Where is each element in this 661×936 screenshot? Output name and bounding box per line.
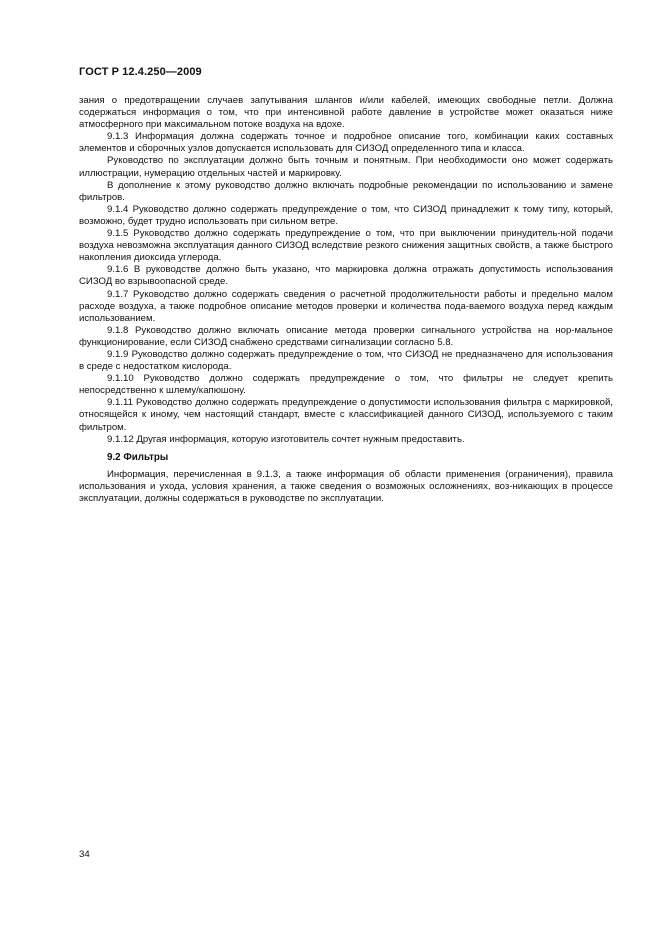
paragraph-manual-clarity: Руководство по эксплуатации должно быть точным и понятным. При необходимости оно может содержать иллюстрации, нумерацию отдельных частей и маркировку. <box>79 155 613 179</box>
paragraph-9-1-8: 9.1.8 Руководство должно включать описание метода проверки сигнального устройства на нор-мальное функционирование, если СИЗОД снабжено средствами сигнализации согласно 5.8. <box>79 324 613 348</box>
standard-header: ГОСТ Р 12.4.250—2009 <box>79 66 202 78</box>
paragraph-9-1-4: 9.1.4 Руководство должно содержать предупреждение о том, что СИЗОД принадлежит к тому типу, который, возможно, будет трудно использовать при сильном ветре. <box>79 203 613 227</box>
paragraph-9-2: Информация, перечисленная в 9.1.3, а также информация об области применения (ограничения), правила использования и ухода, условия хранения, а также сведения о возможных осложнениях, воз-никающих в процессе эксплуатации, должны содержаться в руководстве по эксплуатации. <box>79 468 613 504</box>
paragraph-9-1-3: 9.1.3 Информация должна содержать точное и подробное описание того, комбинации каких составных элементов и сборочных узлов допускается использовать для СИЗОД определенного типа и класса. <box>79 131 613 155</box>
document-body <box>79 95 613 505</box>
paragraph-9-1-12: 9.1.12 Другая информация, которую изготовитель сочтет нужным предоставить. <box>107 433 465 445</box>
paragraph-9-1-6: 9.1.6 В руководстве должно быть указано, что маркировка должна отражать допустимость использования СИЗОД во взрывоопасной среде. <box>79 264 613 288</box>
paragraph-9-1-9: 9.1.9 Руководство должно содержать предупреждение о том, что СИЗОД не предназначено для использования в среде с недостатком кислорода. <box>79 348 613 373</box>
paragraph-9-1-11: 9.1.11 Руководство должно содержать предупреждение о допустимости использования фильтра с маркировкой, относящейся к иному, чем настоящий стандарт, вместе с классификацией данного СИЗОД, используемого с таким фильтром. <box>79 397 613 433</box>
paragraph-filter-recommendations: В дополнение к этому руководство должно включать подробные рекомендации по использованию и замене фильтров. <box>79 179 613 203</box>
paragraph-continuation: зания о предотвращении случаев запутывания шлангов и/или кабелей, имеющих свободные петли. Должна содержаться информация о том, что при интенсивной работе давление в устройстве может оказаться ниже атмосферного при максимальном потоке воздуха на вдохе. <box>79 95 613 131</box>
paragraph-9-1-7: 9.1.7 Руководство должно содержать сведения о расчетной продолжительности работы и предельно малом расходе воздуха, а также подробное описание методов проверки и количества пода-ваемого воздуха перед каждым использованием. <box>79 288 613 324</box>
paragraph-9-1-5: 9.1.5 Руководство должно содержать предупреждение о том, что при выключении принудитель-ной подачи воздуха невозможна эксплуатация данного СИЗОД вследствие резкого снижения защитных свойств, а также быстрого накопления диоксида углерода. <box>79 228 613 264</box>
paragraph-9-1-10: 9.1.10 Руководство должно содержать предупреждение о том, что фильтры не следует крепить непосредственно к шлему/капюшону. <box>79 373 613 397</box>
section-heading-9-2: 9.2 Фильтры <box>107 451 169 463</box>
page-number: 34 <box>79 849 90 860</box>
